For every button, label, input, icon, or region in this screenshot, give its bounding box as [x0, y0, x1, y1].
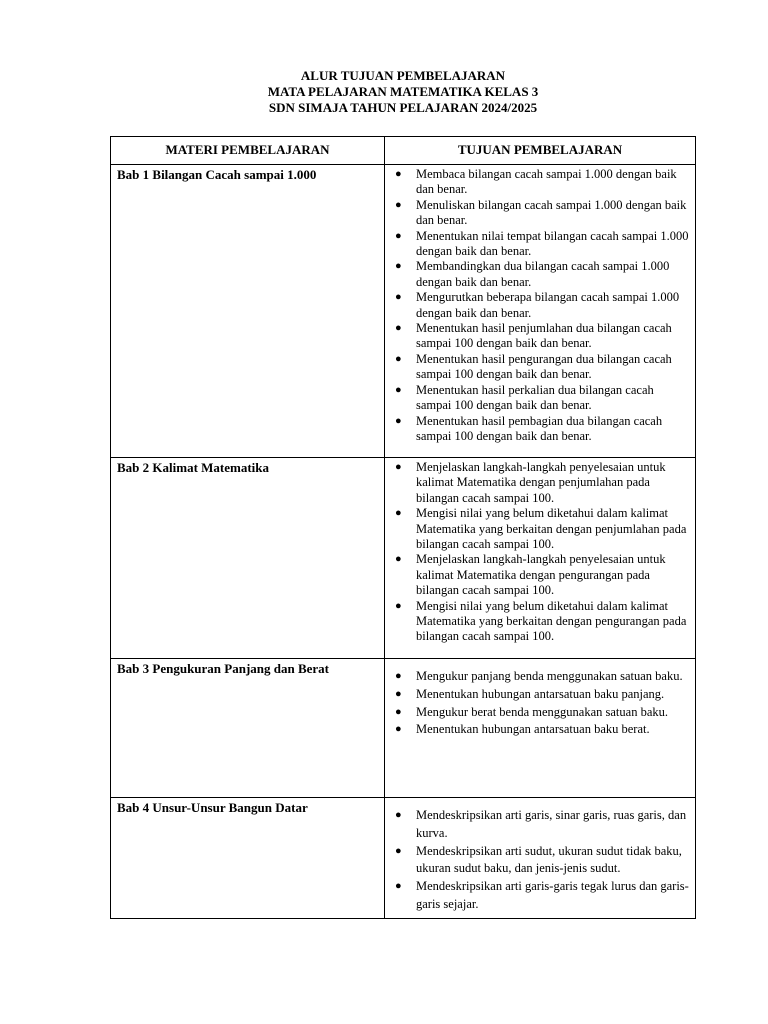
table-row: [111, 165, 696, 458]
tujuan-cell: [385, 165, 696, 458]
bullet-icon: ●: [395, 198, 402, 211]
list-item: [389, 668, 689, 686]
list-item: [389, 321, 689, 352]
list-item: [389, 686, 689, 704]
bullet-icon: ●: [395, 291, 402, 304]
document-title: [0, 68, 768, 116]
list-item: [389, 290, 689, 321]
objective-text: Membandingkan dua bilangan cacah sampai 1.000 dengan baik dan benar.: [416, 259, 670, 289]
list-item: [389, 383, 689, 414]
learning-objectives-table: [110, 136, 696, 919]
objective-list: [389, 668, 689, 739]
list-item: [389, 414, 689, 445]
bullet-icon: ●: [395, 461, 402, 473]
bullet-icon: ●: [395, 599, 402, 612]
title-line-2: MATA PELAJARAN MATEMATIKA KELAS 3: [267, 84, 539, 99]
bullet-icon: ●: [395, 809, 402, 821]
objective-text: Mendeskripsikan arti sudut, ukuran sudut tidak baku, ukuran sudut baku, dan jenis-jenis sudut.: [416, 843, 682, 876]
list-item: [389, 721, 689, 739]
column-header-tujuan: TUJUAN PEMBELAJARAN: [385, 137, 696, 165]
objective-text: Menjelaskan langkah-langkah penyelesaian untuk kalimat Matematika dengan penjumlahan pada bilangan cacah sampai 100.: [416, 460, 666, 505]
objective-text: Menjelaskan langkah-langkah penyelesaian untuk kalimat Matematika dengan pengurangan pada bilangan cacah sampai 100.: [416, 552, 666, 598]
bullet-icon: ●: [395, 844, 402, 857]
objective-text: Mengukur berat benda menggunakan satuan baku.: [416, 704, 669, 719]
objective-text: Mengisi nilai yang belum diketahui dalam kalimat Matematika yang berkaitan dengan pengurangan pada bilangan cacah sampai 100.: [416, 598, 687, 644]
bullet-icon: ●: [395, 322, 402, 335]
materi-cell: Bab 4 Unsur-Unsur Bangun Datar: [111, 798, 385, 919]
table-row: [111, 798, 696, 919]
list-item: [389, 229, 689, 260]
objective-text: Menentukan hasil pengurangan dua bilangan cacah sampai 100 dengan baik dan benar.: [416, 351, 672, 382]
bullet-icon: ●: [395, 229, 402, 242]
objective-list: [389, 167, 689, 444]
list-item: [389, 807, 689, 843]
list-item: [389, 704, 689, 722]
bullet-icon: ●: [395, 168, 402, 180]
objective-text: Mendeskripsikan arti garis, sinar garis, ruas garis, dan kurva.: [416, 808, 687, 840]
objective-text: Menuliskan bilangan cacah sampai 1.000 dengan baik dan benar.: [416, 197, 687, 228]
column-header-materi: MATERI PEMBELAJARAN: [111, 137, 385, 165]
title-line-3: SDN SIMAJA TAHUN PELAJARAN 2024/2025: [268, 100, 538, 115]
bullet-icon: ●: [395, 507, 402, 520]
list-item: [389, 198, 689, 229]
bullet-icon: ●: [395, 383, 402, 396]
bullet-icon: ●: [395, 687, 402, 700]
list-item: [389, 460, 689, 506]
tujuan-cell: [385, 659, 696, 798]
objective-text: Menentukan hubungan antarsatuan baku berat.: [416, 722, 650, 737]
list-item: [389, 352, 689, 383]
bullet-icon: ●: [395, 352, 402, 365]
table-header-row: [111, 137, 696, 165]
bullet-icon: ●: [395, 414, 402, 427]
list-item: [389, 878, 689, 914]
table-row: [111, 458, 696, 659]
materi-cell: Bab 2 Kalimat Matematika: [111, 458, 385, 659]
objective-text: Menentukan hasil penjumlahan dua bilangan cacah sampai 100 dengan baik dan benar.: [416, 321, 672, 351]
list-item: [389, 843, 689, 879]
bullet-icon: ●: [395, 553, 402, 566]
list-item: [389, 552, 689, 598]
materi-cell: Bab 3 Pengukuran Panjang dan Berat: [111, 659, 385, 798]
list-item: [389, 259, 689, 290]
tujuan-cell: [385, 798, 696, 919]
objective-list: [389, 460, 689, 645]
title-line-1: ALUR TUJUAN PEMBELAJARAN: [300, 68, 506, 83]
bullet-icon: ●: [395, 723, 402, 736]
objective-text: Membaca bilangan cacah sampai 1.000 dengan baik dan benar.: [416, 167, 677, 197]
objective-text: Mengisi nilai yang belum diketahui dalam kalimat Matematika yang berkaitan dengan penjumlahan pada bilangan cacah sampai 100.: [416, 506, 687, 552]
objective-text: Menentukan hasil pembagian dua bilangan cacah sampai 100 dengan baik dan benar.: [416, 413, 663, 443]
objective-text: Menentukan hasil perkalian dua bilangan cacah sampai 100 dengan baik dan benar.: [416, 382, 654, 413]
table-row: [111, 659, 696, 798]
objective-text: Menentukan hubungan antarsatuan baku panjang.: [416, 686, 665, 701]
list-item: [389, 506, 689, 552]
list-item: [389, 167, 689, 198]
objective-text: Mengukur panjang benda menggunakan satuan baku.: [416, 669, 683, 683]
objective-text: Mendeskripsikan arti garis-garis tegak lurus dan garis-garis sejajar.: [416, 879, 689, 911]
bullet-icon: ●: [395, 705, 402, 718]
tujuan-cell: [385, 458, 696, 659]
bullet-icon: ●: [395, 670, 402, 682]
bullet-icon: ●: [395, 880, 402, 893]
materi-cell: Bab 1 Bilangan Cacah sampai 1.000: [111, 165, 385, 458]
objective-list: [389, 807, 689, 914]
objective-text: Mengurutkan beberapa bilangan cacah sampai 1.000 dengan baik dan benar.: [416, 290, 680, 320]
bullet-icon: ●: [395, 260, 402, 273]
objective-text: Menentukan nilai tempat bilangan cacah sampai 1.000 dengan baik dan benar.: [416, 228, 689, 259]
list-item: [389, 599, 689, 645]
